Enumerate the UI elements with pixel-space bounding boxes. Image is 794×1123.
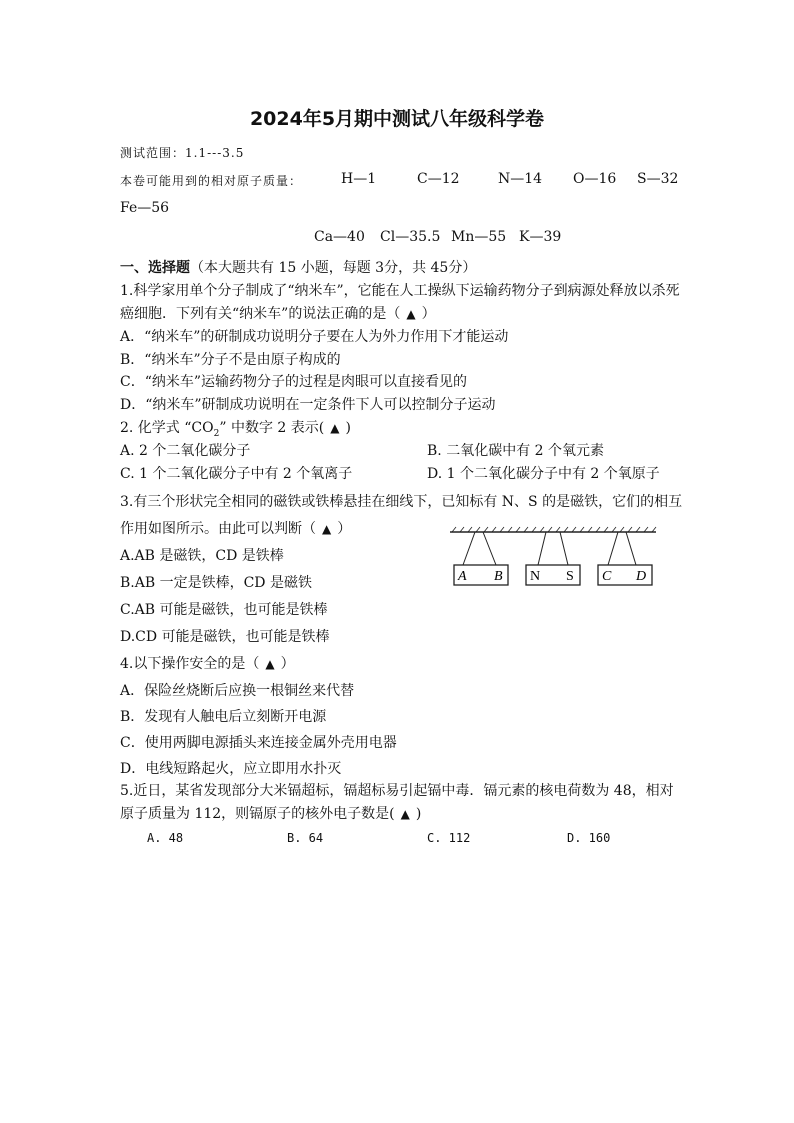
q2-stem — [120, 418, 351, 444]
answer-blank-mark: ▲ — [400, 807, 410, 821]
section-title: 一、选择题 — [120, 260, 190, 276]
q4-stem-text: 4.以下操作安全的是（ — [120, 656, 260, 672]
magnet-figure — [448, 522, 658, 592]
thread — [626, 532, 636, 565]
thread — [538, 532, 546, 565]
q2-close: ) — [345, 420, 351, 436]
q1-stem-line2 — [120, 304, 436, 324]
label-a: A — [458, 569, 467, 584]
answer-blank-mark: ▲ — [330, 421, 340, 435]
label-b: B — [494, 569, 503, 584]
q5-option-a: A. 48 — [147, 831, 184, 845]
atomic-mass: S—32 — [637, 171, 679, 187]
section-heading — [120, 258, 476, 278]
answer-blank-mark: ▲ — [265, 657, 275, 671]
test-scope: 测试范围：1.1---3.5 — [120, 146, 245, 160]
atomic-mass: Fe—56 — [120, 200, 170, 216]
atomic-mass: N—14 — [498, 171, 543, 187]
page-title: 2024年5月期中测试八年级科学卷 — [249, 108, 545, 130]
q3-close: ） — [337, 521, 352, 537]
q4-option-b: B．发现有人触电后立刻断开电源 — [120, 709, 327, 725]
thread — [483, 532, 496, 565]
q2-option-c: C. 1 个二氧化碳分子中有 2 个氧离子 — [120, 466, 353, 482]
q2-option-a: A. 2 个二氧化碳分子 — [120, 443, 251, 459]
atomic-mass: H—1 — [341, 171, 377, 187]
q2-subscript: 2 — [213, 428, 220, 439]
q4-option-a: A．保险丝烧断后应换一根铜丝来代替 — [120, 683, 355, 699]
atomic-masses-label: 本卷可能用到的相对原子质量： — [120, 174, 303, 188]
thread — [560, 532, 568, 565]
q5-option-c: C. 112 — [427, 831, 471, 845]
atomic-mass: Mn—55 — [451, 229, 507, 245]
q4-close: ） — [280, 656, 295, 672]
q4-stem — [120, 654, 295, 674]
q5-close: ) — [415, 806, 422, 822]
q2-stem-text: 2. 化学式 “CO — [120, 420, 214, 436]
q2-option-d: D. 1 个二氧化碳分子中有 2 个氧原子 — [427, 466, 660, 482]
q3-option-d: D.CD 可能是磁铁，也可能是铁棒 — [120, 629, 330, 645]
q3-stem-text: 作用如图所示。由此可以判断（ — [120, 521, 316, 537]
answer-blank-mark: ▲ — [406, 307, 416, 321]
q5-option-d: D. 160 — [567, 831, 611, 845]
atomic-mass: Cl—35.5 — [380, 229, 441, 245]
atomic-mass: C—12 — [417, 171, 460, 187]
q1-option-c: C．“纳米车”运输药物分子的过程是肉眼可以直接看见的 — [120, 374, 468, 390]
q4-option-c: C．使用两脚电源插头来连接金属外壳用电器 — [120, 735, 397, 751]
q3-stem-line1: 3.有三个形状完全相同的磁铁或铁棒悬挂在细线下，已知标有 N、S 的是磁铁，它们的相互 — [120, 494, 683, 510]
q2-option-b: B. 二氧化碳中有 2 个氧元素 — [427, 443, 604, 459]
thread — [608, 532, 618, 565]
q3-option-b: B.AB 一定是铁棒，CD 是磁铁 — [120, 575, 312, 591]
answer-blank-mark: ▲ — [322, 522, 332, 536]
thread — [463, 532, 475, 565]
q3-option-a: A.AB 是磁铁，CD 是铁棒 — [120, 548, 284, 564]
atomic-mass: K—39 — [519, 229, 562, 245]
q3-stem-line2 — [120, 519, 351, 539]
q1-option-b: B．“纳米车”分子不是由原子构成的 — [120, 352, 341, 368]
q2-stem-text-end: ” 中数字 2 表示( — [219, 420, 325, 436]
label-n: N — [530, 569, 541, 584]
label-s: S — [566, 569, 574, 584]
q5-stem-line1: 5.近日，某省发现部分大米镉超标，镉超标易引起镉中毒．镉元素的核电荷数为 48，相对 — [120, 783, 674, 799]
atomic-mass: O—16 — [573, 171, 617, 187]
section-note: （本大题共有 15 小题，每题 3分，共 45分） — [190, 260, 477, 276]
q1-stem-text: 癌细胞．下列有关“纳米车”的说法正确的是（ — [120, 306, 401, 322]
q5-stem-line2 — [120, 804, 421, 824]
label-d: D — [636, 569, 647, 584]
q5-stem-text: 原子质量为 112，则镉原子的核外电子数是( — [120, 806, 395, 822]
label-c: C — [602, 569, 612, 584]
q5-option-b: B. 64 — [287, 831, 324, 845]
ceiling-hatching — [450, 527, 656, 532]
q4-option-d: D．电线短路起火，应立即用水扑灭 — [120, 761, 342, 777]
atomic-mass: Ca—40 — [314, 229, 365, 245]
q3-option-c: C.AB 可能是磁铁，也可能是铁棒 — [120, 602, 328, 618]
q1-option-d: D．“纳米车”研制成功说明在一定条件下人可以控制分子运动 — [120, 397, 496, 413]
q1-close: ） — [421, 306, 436, 322]
q1-option-a: A．“纳米车”的研制成功说明分子要在人为外力作用下才能运动 — [120, 329, 509, 345]
q1-stem-line1: 1.科学家用单个分子制成了“纳米车”，它能在人工操纵下运输药物分子到病源处释放以杀死 — [120, 283, 680, 299]
